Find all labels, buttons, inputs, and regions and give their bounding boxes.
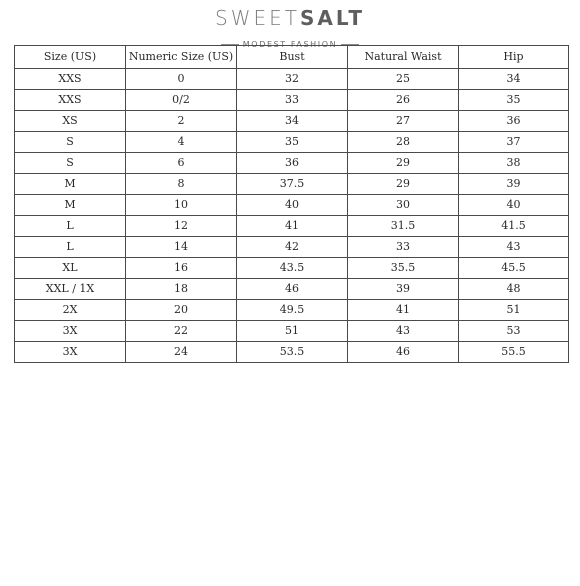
- cell-hip: 34: [459, 69, 569, 90]
- cell-size-us: M: [15, 195, 126, 216]
- cell-hip: 40: [459, 195, 569, 216]
- cell-natural-waist: 35.5: [348, 258, 459, 279]
- table-row: [15, 90, 569, 111]
- cell-hip: 43: [459, 237, 569, 258]
- table-row: [15, 342, 569, 363]
- brand-logo: [0, 6, 580, 50]
- brand-tagline: MODEST FASHION: [242, 39, 338, 49]
- cell-bust: 40: [237, 195, 348, 216]
- cell-bust: 33: [237, 90, 348, 111]
- cell-natural-waist: 46: [348, 342, 459, 363]
- cell-bust: 37.5: [237, 174, 348, 195]
- cell-bust: 43.5: [237, 258, 348, 279]
- cell-numeric-size: 14: [126, 237, 237, 258]
- cell-size-us: 3X: [15, 342, 126, 363]
- cell-numeric-size: 20: [126, 300, 237, 321]
- cell-hip: 48: [459, 279, 569, 300]
- cell-hip: 55.5: [459, 342, 569, 363]
- cell-size-us: XXS: [15, 69, 126, 90]
- cell-size-us: XXS: [15, 90, 126, 111]
- cell-bust: 51: [237, 321, 348, 342]
- size-chart-table: [14, 45, 569, 363]
- header-row: [15, 46, 569, 69]
- cell-size-us: S: [15, 153, 126, 174]
- cell-numeric-size: 8: [126, 174, 237, 195]
- cell-natural-waist: 29: [348, 153, 459, 174]
- cell-size-us: XXL / 1X: [15, 279, 126, 300]
- cell-size-us: M: [15, 174, 126, 195]
- brand-name: [0, 6, 580, 30]
- table-row: [15, 132, 569, 153]
- cell-numeric-size: 10: [126, 195, 237, 216]
- cell-hip: 39: [459, 174, 569, 195]
- cell-size-us: S: [15, 132, 126, 153]
- table-row: [15, 69, 569, 90]
- cell-size-us: XS: [15, 111, 126, 132]
- cell-hip: 53: [459, 321, 569, 342]
- cell-numeric-size: 18: [126, 279, 237, 300]
- cell-size-us: XL: [15, 258, 126, 279]
- cell-natural-waist: 29: [348, 174, 459, 195]
- cell-bust: 35: [237, 132, 348, 153]
- cell-numeric-size: 2: [126, 111, 237, 132]
- header-hip: Hip: [459, 46, 569, 69]
- cell-hip: 36: [459, 111, 569, 132]
- cell-natural-waist: 26: [348, 90, 459, 111]
- cell-natural-waist: 27: [348, 111, 459, 132]
- cell-natural-waist: 30: [348, 195, 459, 216]
- cell-numeric-size: 0/2: [126, 90, 237, 111]
- cell-hip: 35: [459, 90, 569, 111]
- cell-bust: 32: [237, 69, 348, 90]
- table-row: [15, 153, 569, 174]
- brand-name-part1: SWEET: [215, 6, 300, 30]
- table-row: [15, 195, 569, 216]
- cell-natural-waist: 28: [348, 132, 459, 153]
- cell-natural-waist: 31.5: [348, 216, 459, 237]
- size-chart-body: [15, 69, 569, 363]
- cell-natural-waist: 41: [348, 300, 459, 321]
- cell-numeric-size: 22: [126, 321, 237, 342]
- cell-numeric-size: 12: [126, 216, 237, 237]
- table-row: [15, 111, 569, 132]
- cell-size-us: 3X: [15, 321, 126, 342]
- cell-size-us: 2X: [15, 300, 126, 321]
- cell-size-us: L: [15, 237, 126, 258]
- cell-numeric-size: 24: [126, 342, 237, 363]
- header-natural-waist: Natural Waist: [348, 46, 459, 69]
- header-size-us: Size (US): [15, 46, 126, 69]
- cell-bust: 36: [237, 153, 348, 174]
- cell-natural-waist: 39: [348, 279, 459, 300]
- cell-natural-waist: 43: [348, 321, 459, 342]
- cell-bust: 34: [237, 111, 348, 132]
- brand-name-part2: SALT: [300, 6, 365, 30]
- cell-bust: 46: [237, 279, 348, 300]
- cell-numeric-size: 4: [126, 132, 237, 153]
- cell-natural-waist: 33: [348, 237, 459, 258]
- cell-bust: 42: [237, 237, 348, 258]
- cell-natural-waist: 25: [348, 69, 459, 90]
- cell-hip: 45.5: [459, 258, 569, 279]
- size-chart-header: [15, 46, 569, 69]
- table-row: [15, 174, 569, 195]
- cell-numeric-size: 6: [126, 153, 237, 174]
- table-row: [15, 279, 569, 300]
- header-bust: Bust: [237, 46, 348, 69]
- cell-bust: 41: [237, 216, 348, 237]
- cell-hip: 41.5: [459, 216, 569, 237]
- header-numeric-size: Numeric Size (US): [126, 46, 237, 69]
- cell-hip: 51: [459, 300, 569, 321]
- table-row: [15, 216, 569, 237]
- cell-numeric-size: 0: [126, 69, 237, 90]
- cell-bust: 49.5: [237, 300, 348, 321]
- cell-bust: 53.5: [237, 342, 348, 363]
- table-row: [15, 237, 569, 258]
- table-row: [15, 300, 569, 321]
- table-row: [15, 321, 569, 342]
- cell-size-us: L: [15, 216, 126, 237]
- table-row: [15, 258, 569, 279]
- cell-hip: 38: [459, 153, 569, 174]
- cell-hip: 37: [459, 132, 569, 153]
- cell-numeric-size: 16: [126, 258, 237, 279]
